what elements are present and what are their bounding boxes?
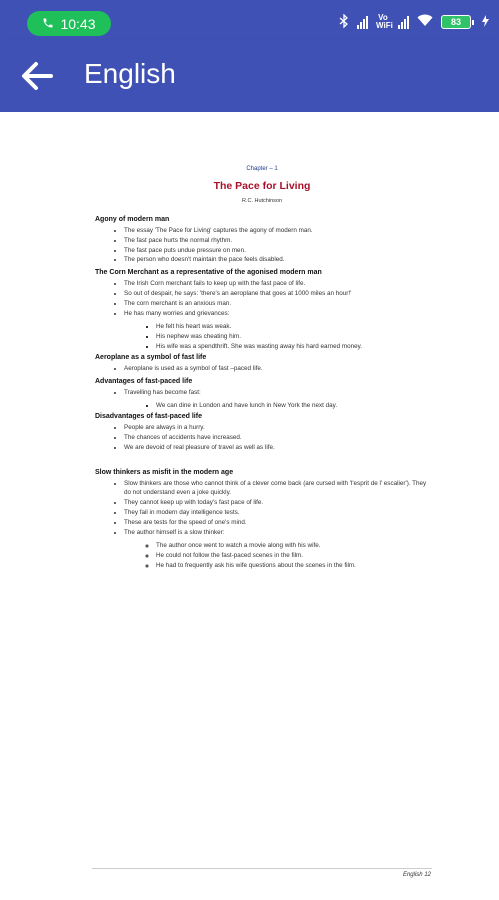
list-item: • He has many worries and grievances: <box>124 309 432 319</box>
bullet-list <box>92 388 432 398</box>
list-item: ▪ His wife was a spendthrift. She was wasting away his hard earned money. <box>156 342 432 352</box>
vowifi-label: Vo WiFi <box>376 13 393 30</box>
list-item: • The chances of accidents have increased. <box>124 433 432 443</box>
bluetooth-icon <box>339 14 349 31</box>
sub-bullet-list <box>92 401 432 411</box>
section-heading: The Corn Merchant as a representative of the agonised modern man <box>95 269 322 277</box>
page-footer: English 12 <box>402 872 431 878</box>
bullet-list <box>92 226 432 265</box>
list-item: ▪ He felt his heart was weak. <box>156 322 432 332</box>
status-bar <box>0 0 499 40</box>
list-item: ◦ He had to frequently ask his wife questions about the scenes in the film. <box>156 561 432 571</box>
section-heading: Agony of modern man <box>95 216 170 223</box>
list-item: • They cannot keep up with today's fast pace of life. <box>124 498 432 508</box>
list-item: • The essay 'The Pace for Living' captures the agony of modern man. <box>124 226 432 236</box>
signal-icon-2 <box>398 15 409 29</box>
bullet-list <box>92 479 432 538</box>
list-item: • These are tests for the speed of one's mind. <box>124 518 432 528</box>
list-item: • So out of despair, he says: 'there's an aeroplane that goes at 1000 miles an hour!' <box>124 289 432 299</box>
bullet-list <box>92 279 432 318</box>
list-item: ▪ His nephew was cheating him. <box>156 332 432 342</box>
chapter-title: The Pace for Living <box>213 180 311 192</box>
charging-icon <box>482 15 489 30</box>
list-item: • The fast pace puts undue pressure on men. <box>124 246 432 256</box>
list-item: • Slow thinkers are those who cannot think of a clever come back (are cursed with 'l'esprit de l' escalier'). They do not understand even a joke quickly. <box>124 479 432 499</box>
list-item: • People are always in a hurry. <box>124 423 432 433</box>
list-item: • Aeroplane is used as a symbol of fast –paced life. <box>124 364 432 374</box>
list-item: ◦ The author once went to watch a movie along with his wife. <box>156 541 432 551</box>
document-page <box>92 166 432 571</box>
list-item: ◦ He could not follow the fast-paced scenes in the film. <box>156 551 432 561</box>
signal-icon <box>357 15 368 29</box>
battery-icon <box>441 15 474 29</box>
list-item: • The person who doesn't maintain the pace feels disabled. <box>124 255 432 265</box>
app-bar <box>0 40 499 112</box>
list-item: • The fast pace hurts the normal rhythm. <box>124 236 432 246</box>
list-item: • They fail in modern day intelligence tests. <box>124 508 432 518</box>
wifi-icon <box>417 14 433 30</box>
list-item: • Travelling has become fast: <box>124 388 432 398</box>
list-item: ▪ We can dine in London and have lunch in New York the next day. <box>156 401 432 411</box>
list-item: • The corn merchant is an anxious man. <box>124 299 432 309</box>
status-icons <box>339 9 489 35</box>
page-title: English <box>84 58 176 89</box>
list-item: • We are devoid of real pleasure of travel as well as life. <box>124 443 432 453</box>
chapter-label: Chapter – 1 <box>246 166 278 172</box>
clock-time: 10:43 <box>60 15 96 32</box>
list-item: • The author himself is a slow thinker: <box>124 528 432 538</box>
battery-level: 83 <box>441 15 471 29</box>
phone-icon <box>42 16 54 32</box>
circle-bullet-list <box>92 541 432 570</box>
ongoing-call-pill[interactable] <box>27 11 111 36</box>
bullet-list <box>92 423 432 452</box>
section-heading: Aeroplane as a symbol of fast life <box>95 353 207 361</box>
bullet-list <box>92 364 432 374</box>
author-name: R.C. Hutchinson <box>241 198 283 204</box>
back-arrow-icon[interactable] <box>18 56 58 96</box>
section-heading: Slow thinkers as misfit in the modern age <box>95 468 234 476</box>
sub-bullet-list <box>92 322 432 351</box>
footer-divider <box>92 868 432 869</box>
section-heading: Advantages of fast-paced life <box>95 377 193 385</box>
list-item: • The Irish Corn merchant fails to keep up with the fast pace of life. <box>124 279 432 289</box>
section-heading: Disadvantages of fast-paced life <box>95 413 202 421</box>
